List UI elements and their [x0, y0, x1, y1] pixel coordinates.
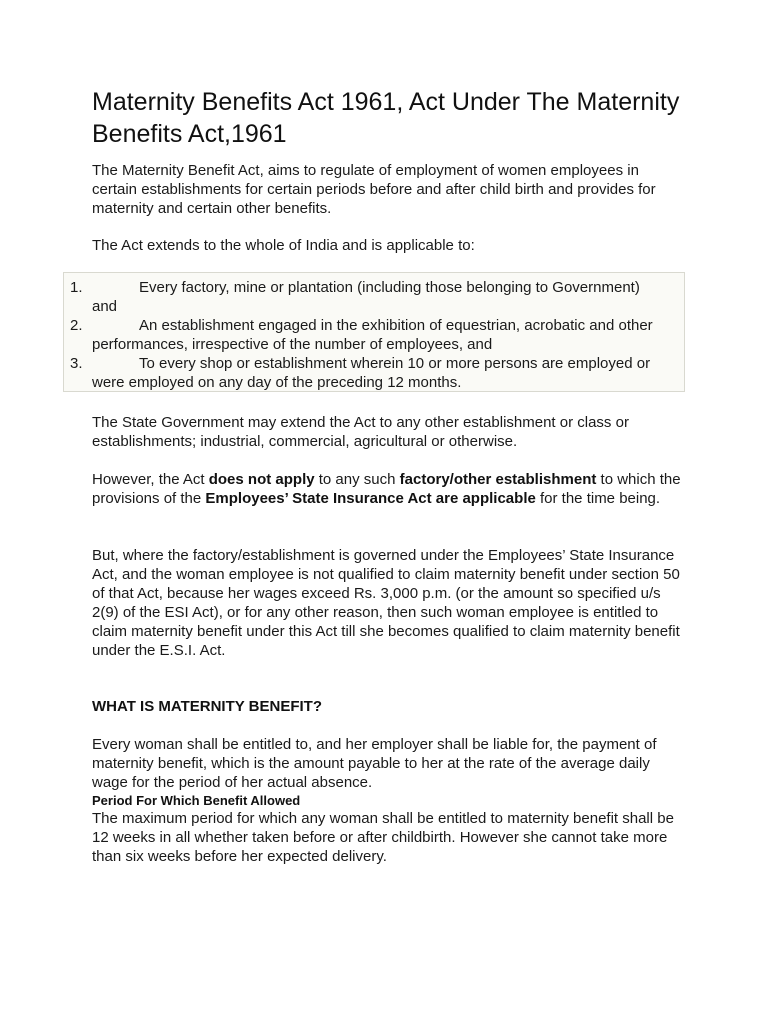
list-item-number: 1.	[70, 279, 83, 296]
period-heading: Period For Which Benefit Allowed	[92, 793, 301, 808]
esi-paragraph: But, where the factory/establishment is governed under the Employees’ State Insurance Act, and the woman employee is not qualified to claim maternity benefit under section 50 of that Act, because her wages exceed Rs. 3,000 p.m. (or the amount so specified u/s 2(9) of the ESI Act), or for any other reason, then such woman employee is entitled to claim maternity benefit under this Act till she becomes qualified to claim maternity benefit under the E.S.I. Act.	[92, 547, 680, 659]
exemption-bold-text: does not apply	[208, 471, 315, 488]
section-heading: WHAT IS MATERNITY BENEFIT?	[92, 698, 322, 715]
document-title: Maternity Benefits Act 1961, Act Under The Maternity Benefits Act,1961	[92, 88, 680, 148]
exemption-text: for the time being.	[535, 490, 661, 507]
state-government-paragraph: The State Government may extend the Act to any other establishment or class or establishments; industrial, commercial, agricultural or otherwise.	[92, 414, 629, 450]
list-item-text: To every shop or establishment wherein 10 or more persons are employed or were employed on any day of the preceding 12 months.	[92, 355, 651, 391]
exemption-text: to any such	[314, 471, 400, 488]
exemption-text: to which the provisions of the	[92, 471, 681, 507]
exemption-paragraph	[92, 470, 688, 508]
exemption-bold-text: factory/other establishment	[399, 471, 597, 488]
list-item-number: 3.	[70, 355, 83, 372]
intro-paragraph: The Maternity Benefit Act, aims to regulate of employment of women employees in certain establishments for certain periods before and after child birth and provides for maternity and certain other benefits.	[92, 162, 656, 217]
list-item-text: Every factory, mine or plantation (including those belonging to Government) and	[92, 279, 640, 315]
list-item-text: An establishment engaged in the exhibition of equestrian, acrobatic and other performances, irrespective of the number of employees, and	[92, 317, 653, 353]
period-paragraph: The maximum period for which any woman shall be entitled to maternity benefit shall be 12 weeks in all whether taken before or after childbirth. However she cannot take more than six weeks before her expected delivery.	[92, 810, 674, 865]
exemption-text: However, the Act	[92, 471, 209, 488]
list-item-number: 2.	[70, 317, 83, 334]
applicability-list	[63, 272, 685, 392]
exemption-bold-text: Employees’ State Insurance Act are applicable	[205, 490, 536, 507]
extends-paragraph: The Act extends to the whole of India and is applicable to:	[92, 237, 475, 254]
entitlement-paragraph: Every woman shall be entitled to, and her employer shall be liable for, the payment of maternity benefit, which is the amount payable to her at the rate of the average daily wage for the period of her actual absence.	[92, 736, 657, 791]
